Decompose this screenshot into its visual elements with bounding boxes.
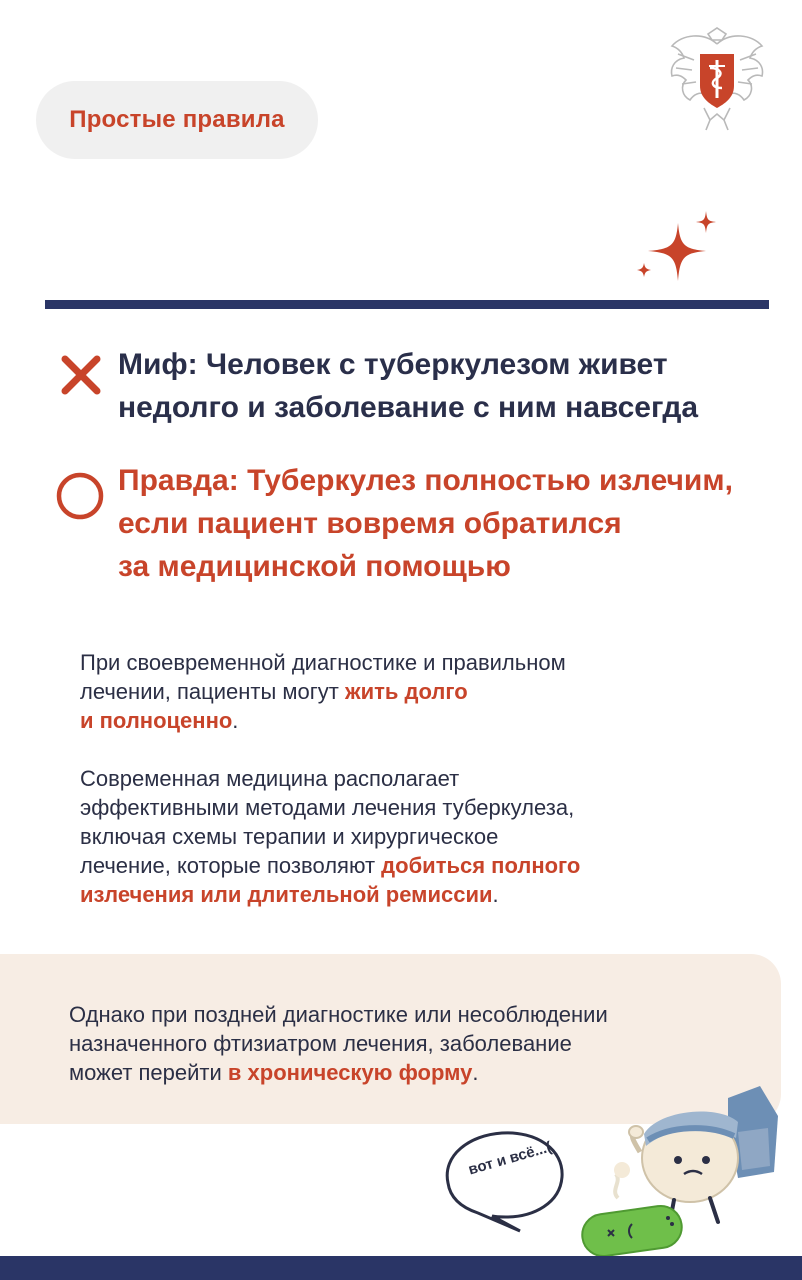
text-plain: лечение, которые позволяют: [80, 853, 382, 878]
myth-line: недолго и заболевание с ним навсегда: [118, 391, 699, 424]
myth-line: Миф: Человек с туберкулезом живет: [118, 348, 668, 381]
text-plain: может перейти: [69, 1060, 228, 1085]
text-line: [80, 677, 566, 706]
truth-line: Правда: Туберкулез полностью излечим,: [118, 464, 733, 497]
truth-line: за медицинской помощью: [118, 550, 511, 583]
divider: [45, 300, 769, 309]
text-line: [80, 851, 580, 880]
ministry-emblem-icon: [664, 24, 770, 134]
pill-mascot-icon: [578, 1082, 782, 1258]
myth-statement: [118, 343, 788, 429]
text-line: [69, 1058, 608, 1087]
text-highlight: добиться полного: [381, 853, 581, 878]
text-plain: .: [232, 708, 239, 733]
cross-icon: [60, 354, 102, 396]
text-line: эффективными методами лечения туберкулеза,: [80, 795, 575, 820]
paragraph-modern-medicine: [80, 764, 580, 909]
speech-bubble-text: вот и всё...(: [466, 1138, 554, 1179]
text-line: [80, 706, 566, 735]
text-highlight: в хроническую форму: [227, 1060, 473, 1085]
circle-icon: [55, 471, 105, 521]
text-plain: .: [472, 1060, 479, 1085]
paragraph-early-diagnosis: [80, 648, 566, 735]
truth-line: если пациент вовремя обратился: [118, 507, 622, 540]
text-line: [80, 880, 580, 909]
text-highlight: излечения или длительной ремиссии: [80, 882, 493, 907]
text-plain: лечении, пациенты могут: [80, 679, 345, 704]
text-highlight: и полноценно: [80, 708, 233, 733]
text-line: При своевременной диагностике и правильном: [80, 650, 566, 675]
text-line: назначенного фтизиатром лечения, заболевание: [69, 1031, 572, 1056]
truth-statement: [118, 459, 802, 588]
header-pill-label: Простые правила: [69, 106, 285, 133]
header-pill: [36, 81, 318, 159]
paragraph-late-diagnosis: [69, 1000, 608, 1087]
text-line: включая схемы терапии и хирургическое: [80, 824, 499, 849]
sparkles-icon: [628, 205, 728, 295]
text-highlight: жить долго: [345, 679, 468, 704]
text-plain: .: [492, 882, 499, 907]
footer-bar: [0, 1256, 802, 1280]
text-line: Современная медицина располагает: [80, 766, 460, 791]
text-line: Однако при поздней диагностике или несоблюдении: [69, 1002, 608, 1027]
